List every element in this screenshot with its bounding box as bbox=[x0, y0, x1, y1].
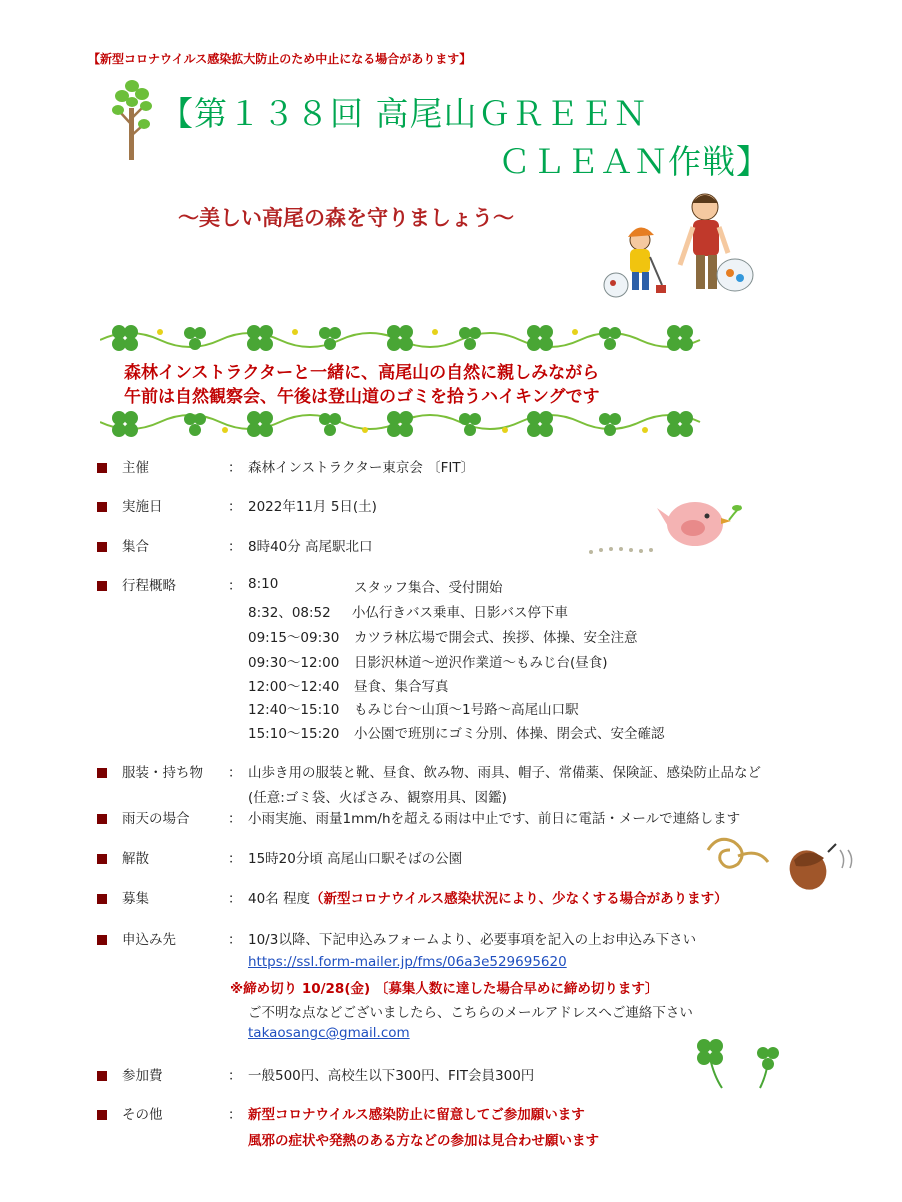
colon: ： bbox=[228, 578, 242, 594]
intro-line1: 森林インストラクターと一緒に、高尾山の自然に親しみながら bbox=[124, 363, 600, 383]
colon: ： bbox=[228, 499, 242, 515]
intro-line2: 午前は自然観察会、午後は登山道のゴミを拾うハイキングです bbox=[124, 387, 600, 407]
schedule-time: 8:10 bbox=[248, 576, 279, 592]
event-title-line1: 【第１３８回 高尾山ＧＲＥＥＮ bbox=[160, 94, 648, 133]
event-title-line2: ＣＬＥＡＮ作戦】 bbox=[498, 142, 770, 181]
schedule-time: 09:15～09:30 bbox=[248, 630, 340, 646]
application-form-link[interactable]: https://ssl.form-mailer.jp/fms/06a3e529695620 bbox=[248, 954, 567, 970]
bullet-square-icon bbox=[97, 935, 107, 945]
bullet-square-icon bbox=[97, 814, 107, 824]
bullet-square-icon bbox=[97, 854, 107, 864]
recruit-count: 40名 程度 bbox=[248, 891, 310, 907]
host-value: 森林インストラクター東京会 〔FIT〕 bbox=[248, 460, 475, 476]
host-label: 主催 bbox=[122, 460, 149, 476]
apply-instructions: 10/3以降、下記申込みフォームより、必要事項を記入の上お申込み下さい bbox=[248, 932, 697, 948]
cancellation-notice: 【新型コロナウイルス感染拡大防止のため中止になる場合があります】 bbox=[88, 52, 472, 66]
bullet-square-icon bbox=[97, 768, 107, 778]
gear-label: 服装・持ち物 bbox=[122, 765, 203, 781]
bird-illustration bbox=[585, 488, 745, 568]
contact-email-link[interactable]: takaosangc@gmail.com bbox=[248, 1025, 410, 1041]
clover-border-top bbox=[100, 318, 710, 358]
recruit-value bbox=[248, 889, 728, 909]
tree-icon bbox=[108, 74, 156, 162]
recruit-label: 募集 bbox=[122, 891, 149, 907]
schedule-label: 行程概略 bbox=[122, 578, 176, 594]
bullet-square-icon bbox=[97, 581, 107, 591]
colon: ： bbox=[228, 1107, 242, 1123]
colon: ： bbox=[228, 765, 242, 781]
date-label: 実施日 bbox=[122, 499, 163, 515]
gear-value: 山歩き用の服装と靴、昼食、飲み物、雨具、帽子、常備薬、保険証、感染防止品など bbox=[248, 765, 761, 781]
bullet-square-icon bbox=[97, 1071, 107, 1081]
colon: ： bbox=[228, 891, 242, 907]
hikers-illustration bbox=[600, 185, 760, 305]
fee-value: 一般500円、高校生以下300円、FIT会員300円 bbox=[248, 1068, 535, 1084]
colon: ： bbox=[228, 932, 242, 948]
acorn-illustration bbox=[698, 828, 858, 898]
rain-label: 雨天の場合 bbox=[122, 811, 190, 827]
other-label: その他 bbox=[122, 1107, 163, 1123]
bullet-square-icon bbox=[97, 463, 107, 473]
schedule-desc: カツラ林広場で開会式、挨拶、体操、安全注意 bbox=[354, 630, 638, 646]
other-line1: 新型コロナウイルス感染防止に留意してご参加願います bbox=[248, 1107, 585, 1123]
schedule-time: 8:32、08:52 bbox=[248, 605, 331, 621]
clover-border-bottom bbox=[100, 404, 710, 444]
contact-instructions: ご不明な点などございましたら、こちらのメールアドレスへご連絡下さい bbox=[248, 1005, 693, 1021]
clover-decoration bbox=[688, 1032, 798, 1090]
event-subtitle: ～美しい高尾の森を守りましょう～ bbox=[178, 206, 514, 230]
dismiss-label: 解散 bbox=[122, 851, 149, 867]
deadline-notice: ※締め切り 10/28(金) 〔募集人数に達した場合早めに締め切ります〕 bbox=[230, 981, 659, 997]
schedule-desc: 小仏行きバス乗車、日影バス停下車 bbox=[352, 605, 568, 621]
schedule-desc: 昼食、集合写真 bbox=[354, 679, 449, 695]
dismiss-value: 15時20分頃 高尾山口駅そばの公園 bbox=[248, 851, 463, 867]
meet-value: 8時40分 高尾駅北口 bbox=[248, 539, 373, 555]
schedule-time: 15:10～15:20 bbox=[248, 726, 340, 742]
bullet-square-icon bbox=[97, 502, 107, 512]
bullet-square-icon bbox=[97, 894, 107, 904]
other-line2: 風邪の症状や発熱のある方などの参加は見合わせ願います bbox=[248, 1133, 599, 1149]
schedule-time: 12:00～12:40 bbox=[248, 679, 340, 695]
bullet-square-icon bbox=[97, 1110, 107, 1120]
bullet-square-icon bbox=[97, 542, 107, 552]
date-value: 2022年11月 5日(土) bbox=[248, 499, 377, 515]
fee-label: 参加費 bbox=[122, 1068, 163, 1084]
colon: ： bbox=[228, 811, 242, 827]
schedule-desc: 小公園で班別にゴミ分別、体操、閉会式、安全確認 bbox=[354, 726, 665, 742]
apply-label: 申込み先 bbox=[122, 932, 176, 948]
recruit-note: （新型コロナウイルス感染状況により、少なくする場合があります） bbox=[309, 891, 728, 907]
rain-value: 小雨実施、雨量1mm/hを超える雨は中止です、前日に電話・メールで連絡します bbox=[248, 811, 741, 827]
colon: ： bbox=[228, 1068, 242, 1084]
schedule-desc: スタッフ集合、受付開始 bbox=[354, 580, 503, 596]
meet-label: 集合 bbox=[122, 539, 149, 555]
colon: ： bbox=[228, 851, 242, 867]
schedule-desc: もみじ台～山頂～1号路～高尾山口駅 bbox=[354, 702, 579, 718]
colon: ： bbox=[228, 460, 242, 476]
colon: ： bbox=[228, 539, 242, 555]
schedule-time: 09:30～12:00 bbox=[248, 655, 340, 671]
schedule-time: 12:40～15:10 bbox=[248, 702, 340, 718]
gear-optional: (任意:ゴミ袋、火ばさみ、観察用具、図鑑) bbox=[248, 790, 507, 806]
schedule-desc: 日影沢林道～逆沢作業道～もみじ台(昼食) bbox=[354, 655, 608, 671]
